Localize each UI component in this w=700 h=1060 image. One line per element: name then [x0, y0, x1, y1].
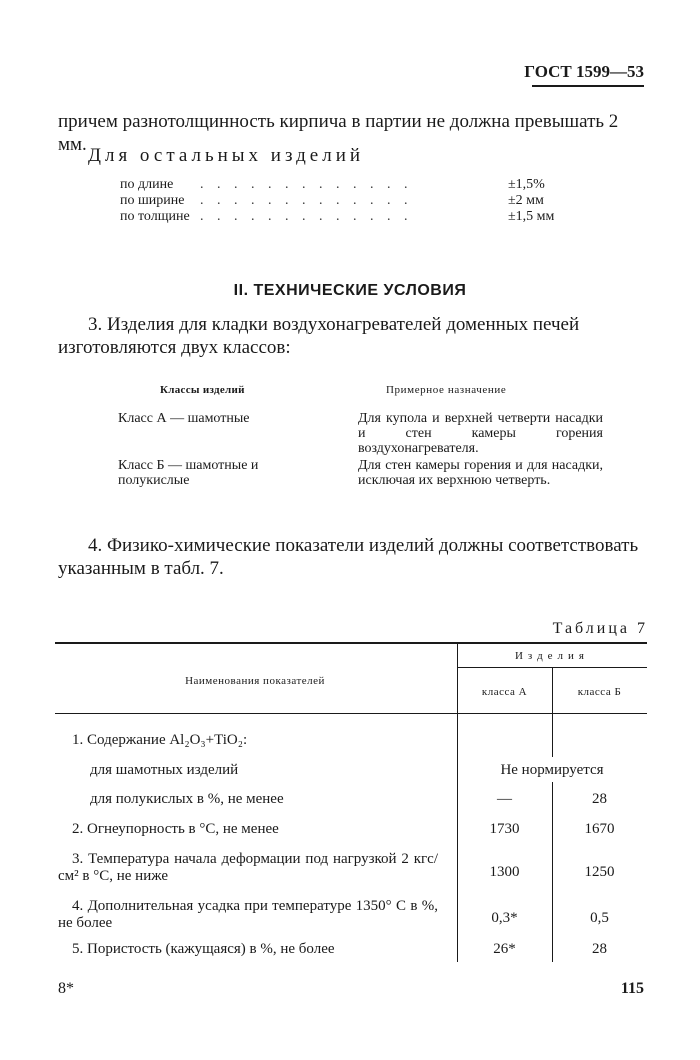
tolerance-label: по длине [120, 177, 174, 192]
footer-signature: 8* [58, 980, 74, 997]
class-b-purpose: Для стен камеры горения и для насадки, исключая их верхнюю четверть. [358, 458, 603, 488]
section-title: II. ТЕХНИЧЕСКИЕ УСЛОВИЯ [233, 282, 467, 299]
table-row-4-a: 0,3* [491, 910, 518, 926]
purpose-col-header: Примерное назначение [386, 384, 507, 396]
table-head-name: Наименования показателей [185, 675, 325, 687]
class-b-label: Класс Б — шамотные и полукислые [118, 458, 259, 488]
table-row-2-a: 1730 [489, 821, 520, 837]
table-row-3-label: 3. Температура начала деформации под нагрузкой 2 кгс/см² в °С, не ниже [58, 851, 438, 884]
table-row-3-b: 1250 [584, 864, 615, 880]
tolerance-label: по ширине [120, 193, 185, 208]
table-row-1b-label: для полукислых в %, не менее [90, 791, 284, 807]
table-head-group: Изделия [514, 650, 589, 662]
page-number: 115 [620, 980, 644, 997]
leader-dots: . . . . . . . . . . . . . [200, 193, 413, 208]
tolerance-row [120, 177, 580, 192]
classes-col-header: Классы изделий [160, 384, 245, 396]
table-row-1b-b: 28 [592, 791, 607, 807]
table-row-1a-label: для шамотных изделий [90, 762, 239, 778]
leader-dots: . . . . . . . . . . . . . [200, 177, 413, 192]
table-vline-2a [552, 667, 553, 757]
table-head-a: класса А [481, 686, 528, 698]
table-row-2-label: 2. Огнеупорность в °С, не менее [72, 821, 279, 837]
table-row-4-label: 4. Дополнительная усадка при температуре 1350° С в %, не более [58, 898, 438, 931]
document-header: ГОСТ 1599—53 [524, 62, 644, 81]
tolerance-row [120, 193, 580, 208]
table-row-1-label: 1. Содержание Al₂O₃+TiO₂: [72, 732, 248, 748]
class-a-label: Класс А — шамотные [118, 411, 250, 426]
header-rule [532, 85, 644, 87]
leader-dots: . . . . . . . . . . . . . [200, 209, 413, 224]
table-row-3-a: 1300 [489, 864, 520, 880]
tolerance-label: по толщине [120, 209, 190, 224]
table-row-1b-a: — [497, 791, 512, 807]
tolerance-value: ±1,5 мм [508, 209, 555, 224]
table-row-4-b: 0,5 [590, 910, 609, 926]
intro-paragraph: причем разнотолщинность кирпича в партии не должна превышать 2 мм. [58, 111, 619, 155]
table-top-rule [55, 642, 647, 644]
clause-4: 4. Физико-химические показатели изделий должны соответствовать указанным в табл. 7. [58, 535, 639, 579]
other-items-heading: Для остальных изделий [88, 145, 365, 166]
tolerance-value: ±1,5% [508, 177, 545, 192]
tolerance-row [120, 209, 580, 224]
table-head-b: класса Б [577, 686, 622, 698]
table-header-rule [55, 713, 647, 714]
table-row-5-label: 5. Пористость (кажущаяся) в %, не более [72, 941, 335, 957]
table-row-1a-value: Не нормируется [500, 762, 604, 778]
table-row-2-b: 1670 [584, 821, 615, 837]
tolerance-list [120, 177, 580, 227]
class-a-purpose: Для купола и верхней четверти насадки и стен камеры горения воздухонагревателя. [358, 411, 603, 456]
table-row-5-b: 28 [592, 941, 607, 957]
table-row-5-a: 26* [493, 941, 516, 957]
table-caption: Таблица 7 [552, 620, 648, 637]
clause-3: 3. Изделия для кладки воздухонагревателей доменных печей изготовляются двух классов: [58, 314, 580, 358]
tolerance-value: ±2 мм [508, 193, 544, 208]
